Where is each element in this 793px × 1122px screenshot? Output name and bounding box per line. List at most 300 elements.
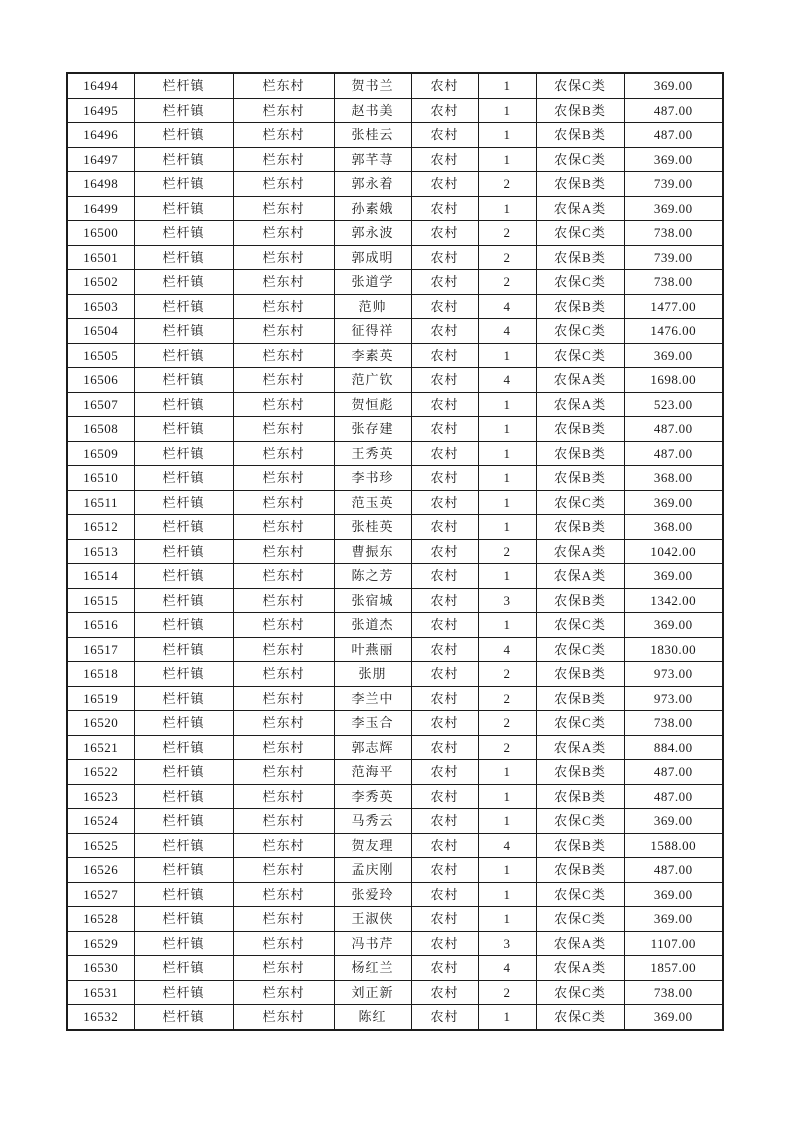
person-count-cell: 1	[478, 760, 536, 785]
town-cell: 栏杆镇	[134, 98, 233, 123]
insurance-category-cell: 农保C类	[536, 980, 624, 1005]
residence-type-cell: 农村	[411, 417, 478, 442]
person-name-cell: 范玉英	[334, 490, 411, 515]
residence-type-cell: 农村	[411, 907, 478, 932]
amount-cell: 1830.00	[624, 637, 723, 662]
amount-cell: 487.00	[624, 760, 723, 785]
residence-type-cell: 农村	[411, 147, 478, 172]
residence-type-cell: 农村	[411, 392, 478, 417]
town-cell: 栏杆镇	[134, 956, 233, 981]
insurance-category-cell: 农保A类	[536, 956, 624, 981]
table-row	[67, 613, 723, 638]
residence-type-cell: 农村	[411, 515, 478, 540]
amount-cell: 884.00	[624, 735, 723, 760]
person-count-cell: 2	[478, 711, 536, 736]
village-cell: 栏东村	[233, 907, 334, 932]
table-row	[67, 686, 723, 711]
record-id-cell: 16531	[67, 980, 134, 1005]
insurance-category-cell: 农保C类	[536, 907, 624, 932]
record-id-cell: 16508	[67, 417, 134, 442]
person-name-cell: 张存建	[334, 417, 411, 442]
person-name-cell: 郭成明	[334, 245, 411, 270]
table-row	[67, 245, 723, 270]
village-cell: 栏东村	[233, 588, 334, 613]
residence-type-cell: 农村	[411, 73, 478, 98]
residence-type-cell: 农村	[411, 711, 478, 736]
person-name-cell: 冯书芹	[334, 931, 411, 956]
record-id-cell: 16511	[67, 490, 134, 515]
amount-cell: 1107.00	[624, 931, 723, 956]
village-cell: 栏东村	[233, 931, 334, 956]
person-count-cell: 1	[478, 1005, 536, 1030]
insurance-category-cell: 农保B类	[536, 123, 624, 148]
record-id-cell: 16526	[67, 858, 134, 883]
amount-cell: 973.00	[624, 686, 723, 711]
insurance-category-cell: 农保B类	[536, 833, 624, 858]
amount-cell: 487.00	[624, 441, 723, 466]
village-cell: 栏东村	[233, 858, 334, 883]
town-cell: 栏杆镇	[134, 637, 233, 662]
insurance-category-cell: 农保C类	[536, 711, 624, 736]
record-id-cell: 16501	[67, 245, 134, 270]
town-cell: 栏杆镇	[134, 172, 233, 197]
town-cell: 栏杆镇	[134, 123, 233, 148]
record-id-cell: 16528	[67, 907, 134, 932]
village-cell: 栏东村	[233, 245, 334, 270]
record-id-cell: 16532	[67, 1005, 134, 1030]
town-cell: 栏杆镇	[134, 319, 233, 344]
person-count-cell: 2	[478, 662, 536, 687]
village-cell: 栏东村	[233, 711, 334, 736]
person-name-cell: 王秀英	[334, 441, 411, 466]
person-name-cell: 李素英	[334, 343, 411, 368]
person-name-cell: 李书珍	[334, 466, 411, 491]
person-count-cell: 1	[478, 417, 536, 442]
insurance-category-cell: 农保C类	[536, 809, 624, 834]
table-row	[67, 392, 723, 417]
insurance-category-cell: 农保B类	[536, 417, 624, 442]
person-count-cell: 1	[478, 858, 536, 883]
insurance-category-cell: 农保A类	[536, 931, 624, 956]
insurance-category-cell: 农保A类	[536, 196, 624, 221]
person-name-cell: 曹振东	[334, 539, 411, 564]
record-id-cell: 16525	[67, 833, 134, 858]
amount-cell: 369.00	[624, 147, 723, 172]
record-id-cell: 16505	[67, 343, 134, 368]
record-id-cell: 16523	[67, 784, 134, 809]
table-row	[67, 196, 723, 221]
town-cell: 栏杆镇	[134, 221, 233, 246]
insurance-category-cell: 农保B类	[536, 294, 624, 319]
insurance-category-cell: 农保B类	[536, 441, 624, 466]
person-name-cell: 张朋	[334, 662, 411, 687]
person-count-cell: 2	[478, 245, 536, 270]
person-name-cell: 马秀云	[334, 809, 411, 834]
town-cell: 栏杆镇	[134, 686, 233, 711]
town-cell: 栏杆镇	[134, 588, 233, 613]
amount-cell: 487.00	[624, 858, 723, 883]
town-cell: 栏杆镇	[134, 515, 233, 540]
amount-cell: 738.00	[624, 270, 723, 295]
record-id-cell: 16504	[67, 319, 134, 344]
town-cell: 栏杆镇	[134, 392, 233, 417]
residence-type-cell: 农村	[411, 172, 478, 197]
person-count-cell: 1	[478, 466, 536, 491]
amount-cell: 369.00	[624, 490, 723, 515]
record-id-cell: 16514	[67, 564, 134, 589]
record-id-cell: 16529	[67, 931, 134, 956]
residence-type-cell: 农村	[411, 833, 478, 858]
village-cell: 栏东村	[233, 98, 334, 123]
insurance-category-cell: 农保C类	[536, 343, 624, 368]
table-row	[67, 123, 723, 148]
person-count-cell: 1	[478, 613, 536, 638]
person-count-cell: 4	[478, 956, 536, 981]
amount-cell: 523.00	[624, 392, 723, 417]
person-count-cell: 2	[478, 686, 536, 711]
residence-type-cell: 农村	[411, 882, 478, 907]
record-id-cell: 16516	[67, 613, 134, 638]
person-name-cell: 张桂英	[334, 515, 411, 540]
residence-type-cell: 农村	[411, 931, 478, 956]
person-name-cell: 郭永着	[334, 172, 411, 197]
residence-type-cell: 农村	[411, 588, 478, 613]
residence-type-cell: 农村	[411, 245, 478, 270]
amount-cell: 738.00	[624, 221, 723, 246]
residence-type-cell: 农村	[411, 564, 478, 589]
table-row	[67, 858, 723, 883]
record-id-cell: 16496	[67, 123, 134, 148]
amount-cell: 369.00	[624, 907, 723, 932]
table-row	[67, 270, 723, 295]
amount-cell: 487.00	[624, 98, 723, 123]
person-count-cell: 3	[478, 588, 536, 613]
amount-cell: 973.00	[624, 662, 723, 687]
residence-type-cell: 农村	[411, 784, 478, 809]
town-cell: 栏杆镇	[134, 245, 233, 270]
residence-type-cell: 农村	[411, 809, 478, 834]
amount-cell: 369.00	[624, 1005, 723, 1030]
amount-cell: 1476.00	[624, 319, 723, 344]
town-cell: 栏杆镇	[134, 441, 233, 466]
rural-insurance-payment-table	[66, 72, 724, 1031]
town-cell: 栏杆镇	[134, 760, 233, 785]
table-row	[67, 441, 723, 466]
town-cell: 栏杆镇	[134, 196, 233, 221]
village-cell: 栏东村	[233, 686, 334, 711]
residence-type-cell: 农村	[411, 221, 478, 246]
person-count-cell: 1	[478, 196, 536, 221]
village-cell: 栏东村	[233, 539, 334, 564]
person-count-cell: 1	[478, 147, 536, 172]
person-name-cell: 郭永波	[334, 221, 411, 246]
amount-cell: 487.00	[624, 784, 723, 809]
residence-type-cell: 农村	[411, 858, 478, 883]
village-cell: 栏东村	[233, 662, 334, 687]
amount-cell: 369.00	[624, 196, 723, 221]
record-id-cell: 16524	[67, 809, 134, 834]
insurance-category-cell: 农保C类	[536, 319, 624, 344]
residence-type-cell: 农村	[411, 686, 478, 711]
town-cell: 栏杆镇	[134, 980, 233, 1005]
insurance-category-cell: 农保B类	[536, 588, 624, 613]
amount-cell: 1857.00	[624, 956, 723, 981]
insurance-category-cell: 农保B类	[536, 172, 624, 197]
insurance-category-cell: 农保B类	[536, 466, 624, 491]
person-name-cell: 陈红	[334, 1005, 411, 1030]
village-cell: 栏东村	[233, 270, 334, 295]
town-cell: 栏杆镇	[134, 1005, 233, 1030]
record-id-cell: 16512	[67, 515, 134, 540]
table-row	[67, 760, 723, 785]
insurance-category-cell: 农保A类	[536, 368, 624, 393]
town-cell: 栏杆镇	[134, 294, 233, 319]
person-name-cell: 张道学	[334, 270, 411, 295]
record-id-cell: 16503	[67, 294, 134, 319]
town-cell: 栏杆镇	[134, 270, 233, 295]
village-cell: 栏东村	[233, 417, 334, 442]
amount-cell: 739.00	[624, 172, 723, 197]
amount-cell: 739.00	[624, 245, 723, 270]
residence-type-cell: 农村	[411, 637, 478, 662]
town-cell: 栏杆镇	[134, 147, 233, 172]
person-name-cell: 贺恒彪	[334, 392, 411, 417]
residence-type-cell: 农村	[411, 980, 478, 1005]
record-id-cell: 16527	[67, 882, 134, 907]
record-id-cell: 16499	[67, 196, 134, 221]
residence-type-cell: 农村	[411, 735, 478, 760]
person-name-cell: 李兰中	[334, 686, 411, 711]
insurance-category-cell: 农保C类	[536, 882, 624, 907]
amount-cell: 369.00	[624, 73, 723, 98]
residence-type-cell: 农村	[411, 343, 478, 368]
person-count-cell: 4	[478, 637, 536, 662]
person-count-cell: 1	[478, 564, 536, 589]
amount-cell: 1477.00	[624, 294, 723, 319]
insurance-category-cell: 农保C类	[536, 637, 624, 662]
person-count-cell: 1	[478, 515, 536, 540]
village-cell: 栏东村	[233, 221, 334, 246]
village-cell: 栏东村	[233, 343, 334, 368]
village-cell: 栏东村	[233, 637, 334, 662]
person-name-cell: 张桂云	[334, 123, 411, 148]
table-row	[67, 735, 723, 760]
person-count-cell: 2	[478, 539, 536, 564]
residence-type-cell: 农村	[411, 466, 478, 491]
residence-type-cell: 农村	[411, 196, 478, 221]
table-row	[67, 980, 723, 1005]
person-count-cell: 1	[478, 882, 536, 907]
table-row	[67, 637, 723, 662]
person-count-cell: 1	[478, 441, 536, 466]
person-name-cell: 张道杰	[334, 613, 411, 638]
amount-cell: 487.00	[624, 417, 723, 442]
record-id-cell: 16497	[67, 147, 134, 172]
person-name-cell: 郭芊荨	[334, 147, 411, 172]
town-cell: 栏杆镇	[134, 858, 233, 883]
residence-type-cell: 农村	[411, 441, 478, 466]
person-count-cell: 2	[478, 221, 536, 246]
person-count-cell: 1	[478, 343, 536, 368]
village-cell: 栏东村	[233, 172, 334, 197]
residence-type-cell: 农村	[411, 662, 478, 687]
person-name-cell: 贺友理	[334, 833, 411, 858]
record-id-cell: 16513	[67, 539, 134, 564]
insurance-category-cell: 农保B类	[536, 858, 624, 883]
town-cell: 栏杆镇	[134, 368, 233, 393]
residence-type-cell: 农村	[411, 1005, 478, 1030]
amount-cell: 369.00	[624, 564, 723, 589]
record-id-cell: 16521	[67, 735, 134, 760]
person-name-cell: 郭志辉	[334, 735, 411, 760]
town-cell: 栏杆镇	[134, 539, 233, 564]
residence-type-cell: 农村	[411, 539, 478, 564]
record-id-cell: 16500	[67, 221, 134, 246]
town-cell: 栏杆镇	[134, 662, 233, 687]
table-row	[67, 907, 723, 932]
person-count-cell: 3	[478, 931, 536, 956]
record-id-cell: 16519	[67, 686, 134, 711]
person-name-cell: 赵书美	[334, 98, 411, 123]
insurance-category-cell: 农保C类	[536, 221, 624, 246]
village-cell: 栏东村	[233, 760, 334, 785]
insurance-category-cell: 农保B类	[536, 686, 624, 711]
table-row	[67, 343, 723, 368]
village-cell: 栏东村	[233, 490, 334, 515]
table-row	[67, 515, 723, 540]
residence-type-cell: 农村	[411, 98, 478, 123]
town-cell: 栏杆镇	[134, 711, 233, 736]
town-cell: 栏杆镇	[134, 931, 233, 956]
amount-cell: 487.00	[624, 123, 723, 148]
town-cell: 栏杆镇	[134, 613, 233, 638]
village-cell: 栏东村	[233, 613, 334, 638]
person-count-cell: 1	[478, 784, 536, 809]
record-id-cell: 16502	[67, 270, 134, 295]
person-name-cell: 李玉合	[334, 711, 411, 736]
table-row	[67, 833, 723, 858]
village-cell: 栏东村	[233, 882, 334, 907]
insurance-category-cell: 农保B类	[536, 98, 624, 123]
table-row	[67, 490, 723, 515]
amount-cell: 369.00	[624, 613, 723, 638]
residence-type-cell: 农村	[411, 613, 478, 638]
person-name-cell: 王淑侠	[334, 907, 411, 932]
person-name-cell: 孙素娥	[334, 196, 411, 221]
amount-cell: 368.00	[624, 515, 723, 540]
table-row	[67, 956, 723, 981]
amount-cell: 368.00	[624, 466, 723, 491]
town-cell: 栏杆镇	[134, 809, 233, 834]
village-cell: 栏东村	[233, 123, 334, 148]
village-cell: 栏东村	[233, 564, 334, 589]
record-id-cell: 16520	[67, 711, 134, 736]
record-id-cell: 16495	[67, 98, 134, 123]
residence-type-cell: 农村	[411, 294, 478, 319]
village-cell: 栏东村	[233, 466, 334, 491]
village-cell: 栏东村	[233, 515, 334, 540]
person-name-cell: 陈之芳	[334, 564, 411, 589]
town-cell: 栏杆镇	[134, 417, 233, 442]
table-row	[67, 98, 723, 123]
table-row	[67, 172, 723, 197]
town-cell: 栏杆镇	[134, 882, 233, 907]
residence-type-cell: 农村	[411, 956, 478, 981]
table-row	[67, 539, 723, 564]
village-cell: 栏东村	[233, 196, 334, 221]
insurance-category-cell: 农保A类	[536, 735, 624, 760]
record-id-cell: 16506	[67, 368, 134, 393]
record-id-cell: 16494	[67, 73, 134, 98]
person-count-cell: 2	[478, 270, 536, 295]
village-cell: 栏东村	[233, 1005, 334, 1030]
person-name-cell: 杨红兰	[334, 956, 411, 981]
table-row	[67, 294, 723, 319]
table-row	[67, 711, 723, 736]
insurance-category-cell: 农保B类	[536, 515, 624, 540]
residence-type-cell: 农村	[411, 760, 478, 785]
amount-cell: 369.00	[624, 882, 723, 907]
insurance-category-cell: 农保C类	[536, 1005, 624, 1030]
residence-type-cell: 农村	[411, 270, 478, 295]
amount-cell: 369.00	[624, 343, 723, 368]
table-row	[67, 662, 723, 687]
table-row	[67, 368, 723, 393]
village-cell: 栏东村	[233, 441, 334, 466]
table-row	[67, 588, 723, 613]
town-cell: 栏杆镇	[134, 784, 233, 809]
amount-cell: 1698.00	[624, 368, 723, 393]
insurance-category-cell: 农保C类	[536, 270, 624, 295]
person-count-cell: 1	[478, 73, 536, 98]
person-count-cell: 2	[478, 735, 536, 760]
insurance-category-cell: 农保A类	[536, 539, 624, 564]
person-count-cell: 1	[478, 123, 536, 148]
person-count-cell: 1	[478, 809, 536, 834]
village-cell: 栏东村	[233, 735, 334, 760]
town-cell: 栏杆镇	[134, 833, 233, 858]
village-cell: 栏东村	[233, 809, 334, 834]
person-name-cell: 范广钦	[334, 368, 411, 393]
town-cell: 栏杆镇	[134, 73, 233, 98]
person-name-cell: 范海平	[334, 760, 411, 785]
person-count-cell: 4	[478, 294, 536, 319]
record-id-cell: 16518	[67, 662, 134, 687]
residence-type-cell: 农村	[411, 368, 478, 393]
person-name-cell: 征得祥	[334, 319, 411, 344]
town-cell: 栏杆镇	[134, 564, 233, 589]
record-id-cell: 16517	[67, 637, 134, 662]
person-name-cell: 刘正新	[334, 980, 411, 1005]
insurance-category-cell: 农保C类	[536, 73, 624, 98]
village-cell: 栏东村	[233, 784, 334, 809]
village-cell: 栏东村	[233, 956, 334, 981]
table-row	[67, 1005, 723, 1030]
insurance-category-cell: 农保C类	[536, 613, 624, 638]
table-row	[67, 221, 723, 246]
insurance-category-cell: 农保B类	[536, 662, 624, 687]
insurance-category-cell: 农保C类	[536, 490, 624, 515]
insurance-category-cell: 农保A类	[536, 392, 624, 417]
village-cell: 栏东村	[233, 980, 334, 1005]
amount-cell: 738.00	[624, 980, 723, 1005]
record-id-cell: 16522	[67, 760, 134, 785]
residence-type-cell: 农村	[411, 123, 478, 148]
record-id-cell: 16498	[67, 172, 134, 197]
person-count-cell: 1	[478, 907, 536, 932]
insurance-category-cell: 农保A类	[536, 564, 624, 589]
record-id-cell: 16515	[67, 588, 134, 613]
